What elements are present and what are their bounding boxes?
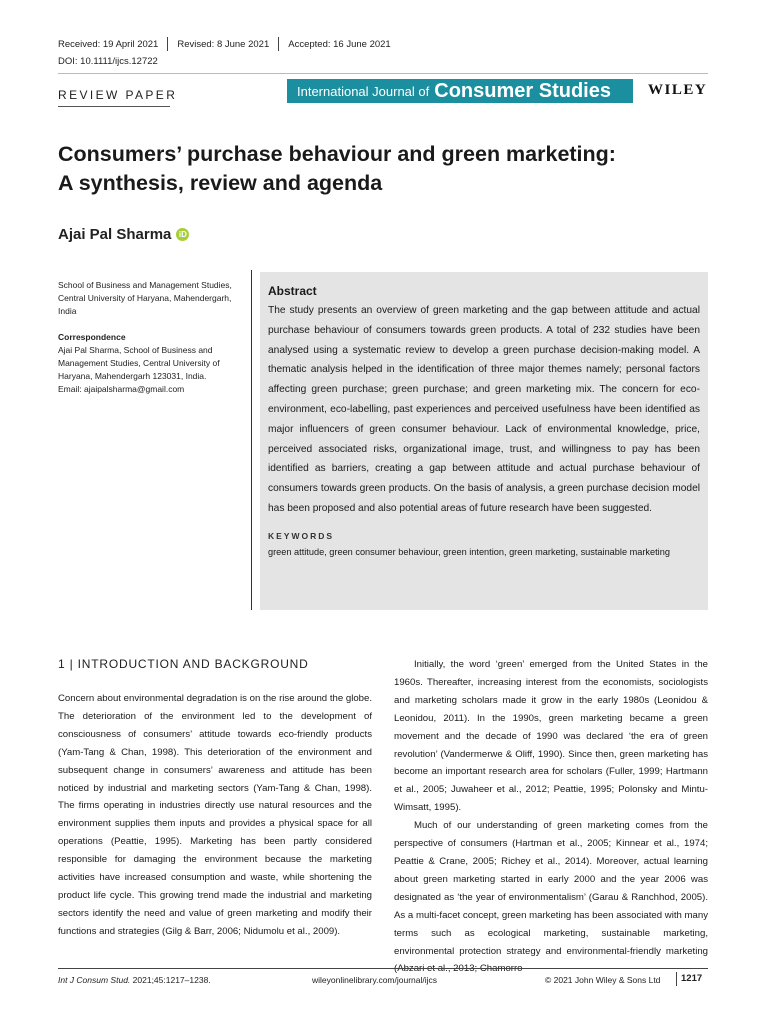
footer-url[interactable]: wileyonlinelibrary.com/journal/ijcs — [312, 975, 438, 985]
footer-volume: 2021;45:1217–1238. — [130, 975, 211, 985]
header-rule — [58, 73, 708, 74]
section-heading: 1 | INTRODUCTION AND BACKGROUND — [58, 657, 309, 671]
footer-citation — [58, 975, 211, 985]
abstract-divider — [251, 270, 252, 610]
publisher-logo[interactable]: WILEY — [648, 82, 708, 98]
journal-banner[interactable] — [287, 79, 633, 103]
body-paragraph: Much of our understanding of green marketing comes from the perspective of consumers (Hartman et al., 2005; Kinnear et al., 1974; Peattie & Crane, 2005; Richey et al., 2014). Moreover, actual learning about green marketing started in early 2000 and the year 2006 was designated as ‘the year of environmentalism’ (Garau & Ranchhod, 2005). As a multi-facet concept, green marketing has been associated with many terms such as ecological marketing, sustainable marketing, environmental protection strategy and environmental-friendly marketing — [394, 820, 708, 957]
footer-separator — [676, 972, 677, 986]
body-paragraph: Concern about environmental degradation is on the rise around the globe. The deterioration of the environment led to the development of consciousness of consumers’ attitude towards eco-friendly products (Yam-Tang & Chan, 1998). This deterioration of the environment and subsequent change in consumers’ awareness and attitude has been noticed by industrial and marketing sectors (Yam-Tang & Chan, 1998). The firms operating in industries directly use natural resources and the environment supplies them inputs and provides a physical space for all operations (Peattie, 1995). Marketing has been partly considered responsible for damaging the environment because the marketing activities have increased consumption and waste, while shortening the product life cycle. This growing trend made the industrial and marketing sectors identify the need and value of green marketing and modify their functions and strategies (Gilg & Barr, 2006; Nidumolu et al., 2009). — [58, 693, 372, 937]
body-column-left — [58, 690, 372, 941]
body-paragraph: Initially, the word ‘green’ emerged from the United States in the 1960s. Thereafter, increasing interest from the economists, sociologists and marketing scholars made it grow in the early 1980s (Leonidou & Leonidou, 2011). In the 1990s, green marketing became a green movement and the decade of 1990 was declared ‘the era of green revolution’ (Vandermerwe & Oliff, 1990). Since then, green marketing has become an important research area for scholars (Fuller, 1999; Hartmann et al., 2005; Juwaheer et al., 2012; Peattie, 1995; Polonsky and Mintu-Wimsatt, 1995). — [394, 659, 708, 814]
abstract-heading: Abstract — [268, 284, 317, 298]
date-separator — [167, 37, 168, 51]
body-column-right — [394, 656, 708, 978]
page-number: 1217 — [681, 973, 703, 984]
correspondence-email[interactable]: Email: ajaipalsharma@gmail.com — [58, 384, 185, 394]
article-type-underline — [58, 106, 170, 107]
correspondence-heading: Correspondence — [58, 332, 126, 342]
title-line-1: Consumers’ purchase behaviour and green marketing: — [58, 142, 616, 166]
author — [58, 226, 189, 243]
doi[interactable]: DOI: 10.1111/ijcs.12722 — [58, 56, 158, 67]
correspondence — [58, 331, 248, 396]
abstract-box — [260, 272, 708, 610]
date-separator — [278, 37, 279, 51]
publication-dates — [58, 37, 391, 51]
received-date: Received: 19 April 2021 — [58, 38, 159, 50]
orcid-icon[interactable]: iD — [176, 228, 189, 241]
affiliation: School of Business and Management Studies, Central University of Haryana, Mahendergarh, India — [58, 280, 232, 316]
author-name[interactable]: Ajai Pal Sharma — [58, 226, 172, 243]
footer-rule — [58, 968, 708, 969]
footer-copyright: © 2021 John Wiley & Sons Ltd — [545, 975, 661, 985]
article-type: REVIEW PAPER — [58, 88, 178, 102]
correspondence-text: Ajai Pal Sharma, School of Business and Management Studies, Central University of Haryana, Mahendergarh 123031, India. — [58, 345, 220, 381]
journal-name: Consumer Studies — [434, 79, 611, 102]
accepted-date: Accepted: 16 June 2021 — [288, 38, 391, 50]
article-title — [58, 140, 678, 198]
footer-journal-abbrev: Int J Consum Stud. — [58, 975, 131, 985]
keywords-text: green attitude, green consumer behaviour, green intention, green marketing, sustainable marketing — [268, 546, 670, 557]
journal-prefix: International Journal of — [297, 83, 430, 99]
revised-date: Revised: 8 June 2021 — [177, 38, 270, 50]
title-line-2: A synthesis, review and agenda — [58, 171, 383, 195]
abstract-text: The study presents an overview of green marketing and the gap between attitude and actual purchase behaviour of consumers towards green products. A total of 232 studies have been analysed using a systematic review to develop a green purchase decision-making model. A thematic analysis helped in the identification of three major themes namely; personal factors affecting green purchase; green purchase; and green marketing mix. The concern for eco-environment, eco-labelling, past experiences and perceived usefulness have been identified as major influencers of green consumer behaviour. Lack of environmental knowledge, price, perceived associated risks, organizational image, trust, and willingness to pay has been identified as barriers, creating a gap between attitude and actual purchase behaviour of consumers towards green products. On the basis of analysis, a green purchase decision model has been proposed and also potential areas of future research have been suggested. — [268, 305, 700, 514]
keywords-heading: KEYWORDS — [268, 530, 335, 541]
